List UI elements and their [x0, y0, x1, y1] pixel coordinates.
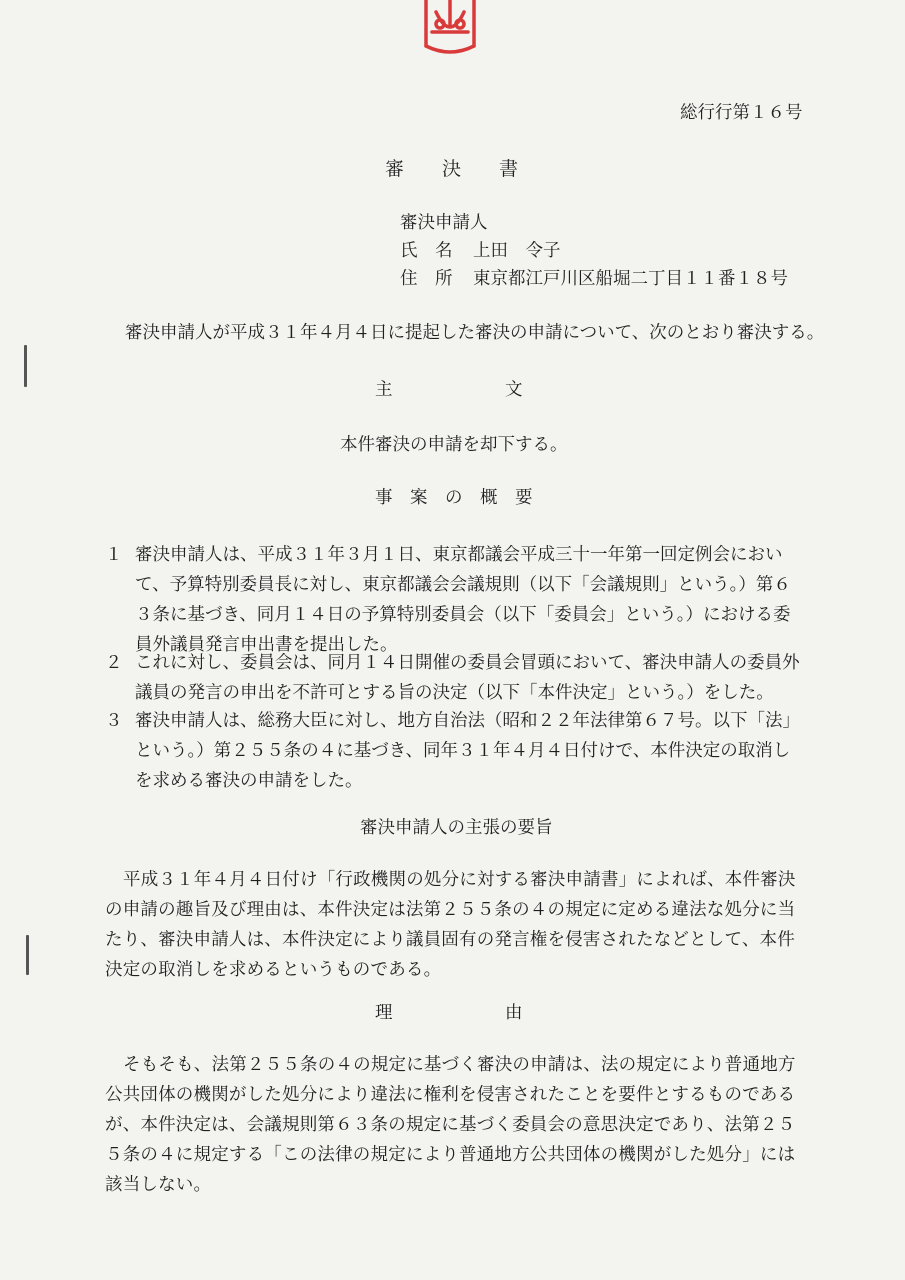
reason-paragraph: そもそも、法第２５５条の４の規定に基づく審決の申請は、法の規定により普通地方公共団体の機関がした処分により違法に権利を侵害されたことを要件とするものであるが、本件決定は、会議規則第６３条の規定に基づく委員会の意思決定であり、法第２５５条の４に規定する「この法律の規定により普通地方公共団体の機関がした処分」には該当しない。	[105, 1055, 796, 1195]
document-number: 総行行第１６号	[680, 103, 803, 123]
item-text: 審決申請人は、総務大臣に対し、地方自治法（昭和２２年法律第６７号。以下「法」という。）第２５５条の４に基づき、同年３１年４月４日付けで、本件決定の取消しを求める審決の申請をした。	[135, 711, 800, 791]
name-label: 氏 名	[400, 241, 453, 261]
item-number: １	[105, 545, 123, 565]
claim-paragraph: 平成３１年４月４日付け「行政機関の処分に対する審決申請書」によれば、本件審決の申請の趣旨及び理由は、本件決定は法第２５５条の４の規定に定める違法な処分に当たり、審決申請人は、本件決定により議員固有の発言権を侵害されたなどとして、本件決定の取消しを求めるというものである。	[105, 870, 796, 980]
reason-heading-right: 由	[505, 1003, 523, 1023]
main-heading-right: 文	[505, 380, 523, 400]
summary-item-1	[105, 540, 800, 660]
item-text: これに対し、委員会は、同月１４日開催の委員会冒頭において、審決申請人の委員外議員の発言の申出を不許可とする旨の決定（以下「本件決定」という。）をした。	[135, 653, 800, 703]
item-number: ２	[105, 653, 123, 673]
staple-mark-bottom	[26, 935, 29, 975]
summary-item-2	[105, 648, 800, 708]
name-value: 上田 令子	[473, 241, 561, 261]
staple-mark-top	[24, 345, 27, 387]
main-text: 本件審決の申請を却下する。	[340, 435, 568, 455]
item-text: 審決申請人は、平成３１年３月１日、東京都議会平成三十一年第一回定例会において、予算特別委員長に対し、東京都議会会議規則（以下「会議規則」という。）第６３条に基づき、同月１４日の予算特別委員会（以下「委員会」という。）における委員外議員発言申出書を提出した。	[135, 545, 791, 655]
main-heading-left: 主	[375, 380, 393, 400]
intro-sentence: 審決申請人が平成３１年４月４日に提起した審決の申請について、次のとおり審決する。	[125, 323, 825, 343]
document-title: 審 決 書	[385, 158, 519, 180]
item-number: ３	[105, 711, 123, 731]
red-seal-stamp	[418, 0, 482, 60]
summary-item-3	[105, 706, 800, 796]
claim-heading: 審決申請人の主張の要旨	[360, 818, 553, 838]
summary-heading: 事 案 の 概 要	[375, 488, 533, 508]
address-label: 住 所	[400, 269, 453, 289]
applicant-heading: 審決申請人	[400, 213, 488, 233]
reason-heading-left: 理	[375, 1003, 393, 1023]
address-value: 東京都江戸川区船堀二丁目１１番１８号	[473, 269, 788, 289]
